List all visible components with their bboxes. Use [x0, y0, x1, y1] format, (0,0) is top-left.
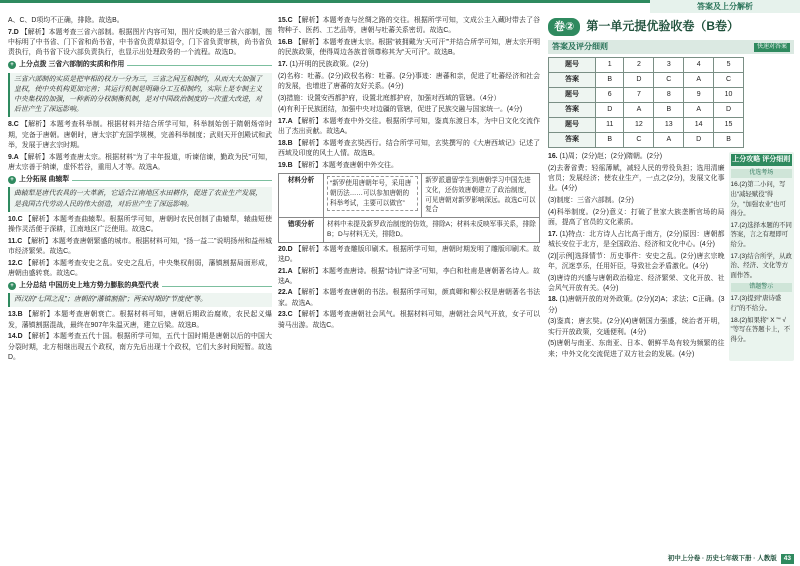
grid-cell: B [596, 73, 624, 88]
question-number: 12.C [8, 259, 25, 267]
answer-item [8, 310, 272, 330]
tip-box: 曲辕犁是唐代农具的一大革新，它适合江南地区水田耕作，促进了农业生产发展，是我国古代劳动人民的伟大创造，对后世产生了深远影响。 [8, 187, 272, 211]
answer-item [278, 310, 540, 330]
plus-icon: + [8, 61, 16, 69]
plus-icon: + [8, 282, 16, 290]
answer-text: 【解析】本题考查安史之乱。安史之乱后，中央集权削弱，藩镇割据局面形成，唐朝由盛转衰。故选C。 [8, 259, 272, 277]
question-number: 16.B [278, 38, 295, 46]
right-column [548, 16, 794, 564]
answer-item [278, 288, 540, 308]
answer-item [278, 38, 540, 58]
grid-cell: 1 [596, 58, 624, 73]
answer-item [278, 60, 540, 70]
section-subtitle-text: 上分点拨 三省六部制的实质和作用 [19, 61, 125, 69]
grid-cell: 4 [684, 58, 714, 73]
answer-item [278, 72, 540, 92]
grid-cell: D [624, 73, 654, 88]
section-subtitle-text: 上分拓展 曲辕犁 [19, 176, 70, 184]
unit-badge: 卷② [548, 18, 580, 36]
grid-cell: 10 [714, 88, 744, 103]
grid-cell: 6 [596, 88, 624, 103]
analysis-table [278, 173, 540, 243]
answer-text: (3)唐诗的兴盛与唐朝政治稳定、经济繁荣、文化开放、社会风气开放有关。(4分) [548, 274, 725, 292]
grid-cell: A [624, 103, 654, 118]
footer-text: 初中上分卷 · 历史七年级下册 · 人教版 [667, 555, 777, 563]
answer-item [8, 237, 272, 257]
answer-text: 【解析】本题考查唐太宗。根据“被拥戴为‘天可汗’”并结合所学可知，唐太宗开明的民族政策，使得周边各族首领尊称其为“天可汗”。故选B。 [278, 38, 540, 57]
answer-text: 【解析】本题考查唐朝的书法。根据所学可知，颜真卿和柳公权是唐朝著名书法家。故选A。 [278, 289, 540, 307]
table-label: 材料分析 [279, 174, 324, 218]
answer-text: (1)周；(2分)赵；(2分)隋朝。(2分) [559, 153, 663, 161]
answer-item [8, 259, 272, 279]
plus-icon: + [8, 176, 16, 184]
table-cell: 新罗派遣留学生到唐朝学习中国先进文化，还仿效唐朝建立了政治制度，可见唐朝对新罗影响深远。故选C可以复合 [422, 174, 540, 218]
answer-item [548, 295, 725, 315]
answer-text: 【解析】本题考查三省六部制。根据图片内容可知，图片反映的是三省六部制，图中标明了中书省、门下省和尚书省，中书省负责草拟诏令，门下省负责审核，尚书省负责执行，尚书省下设六部负责执行，也显示出处理政务的一个流程。故选D。 [8, 28, 272, 57]
question-number: 14.D [8, 333, 25, 341]
answer-text: (2)名称：吐蕃。(2分)政权名称：吐蕃。(2分)事迹：唐蕃和亲，促进了吐蕃经济和社会的发展，也增进了唐蕃的友好关系。(4分) [278, 72, 540, 90]
answer-text: 【解析】本题考查与丝绸之路的交往。根据所学可知，文成公主入藏时带去了谷物种子、医药、工艺品等，唐朝与吐蕃关系密切。故选C。 [278, 17, 540, 35]
unit-title [548, 18, 794, 36]
divider [72, 180, 272, 181]
grid-cell: 14 [684, 118, 714, 133]
grid-cell: B [596, 133, 624, 148]
grid-cell: C [654, 73, 684, 88]
sidebar-sub-1: 优选考场 [731, 169, 792, 178]
sidebar-sub-2: 错题警示 [731, 283, 792, 292]
middle-column [278, 16, 540, 556]
section-subtitle-text: 上分总结 中国历史上地方势力膨胀的典型代表 [19, 282, 159, 290]
table-cell [324, 174, 422, 218]
answer-banner-label: 答案及评分细则 [552, 42, 608, 52]
answer-text: 【解析】本题考查唐朝衰亡。根据材料可知，唐朝后期政治腐败，农民起义爆发，藩镇割据混战，最终在907年朱温灭唐，建立后梁。故选B。 [8, 311, 272, 329]
question-number: 23.C [278, 311, 295, 319]
answer-text: (4)有利于民族团结，加强中央对边疆的管辖，促进了民族交融与国家统一。(4分) [278, 106, 523, 114]
answer-text: 【解析】本题考查唐朝中外交往。 [294, 161, 398, 169]
section-subtitle [8, 281, 272, 291]
answer-text: (3)制度：三省六部制。(2分) [548, 196, 634, 204]
answer-text: 【解析】本题考查曲辕犁。根据所学可知，唐朝时农民创制了曲辕犁，辕曲短使操作灵活便于深耕，江南地区广泛使用。故选C。 [8, 215, 272, 233]
grid-cell: D [714, 103, 744, 118]
answer-item [278, 139, 540, 159]
answer-text: (2)去奢省费；轻徭薄赋，减轻人民的劳役负担；选用清廉官员；发展经济；使农业生产，一点之(2分)，发展文化事业。(4分) [548, 164, 725, 193]
grid-cell: B [714, 133, 744, 148]
grid-cell: 13 [654, 118, 684, 133]
grid-cell: 2 [624, 58, 654, 73]
answer-text: (1)唐朝开放的对外政策。(2分)(2)A；求法；C正确。(3分) [548, 296, 725, 314]
grid-cell: A [654, 133, 684, 148]
question-number: 11.C [8, 237, 25, 245]
answer-item [8, 153, 272, 173]
answer-item [548, 152, 725, 162]
question-number: 17.A [278, 117, 295, 125]
grid-cell: 7 [624, 88, 654, 103]
answer-item [8, 28, 272, 59]
page-number: 43 [781, 554, 794, 564]
grid-cell: 11 [596, 118, 624, 133]
grid-cell: 8 [654, 88, 684, 103]
answer-item [278, 16, 540, 36]
sidebar-note: 17.(2)选择本题的不同答案，言之有理即可给分。 [730, 221, 792, 248]
grid-cell: C [624, 133, 654, 148]
question-number: 19.B [278, 161, 295, 169]
answer-item [548, 317, 725, 337]
answer-text: (2)[示例]选择情节：历史事件：安史之乱。(2分)唐玄宗晚年，沉迷享乐，任用奸臣，导致社会矛盾激化。(4分) [548, 252, 725, 270]
divider [162, 286, 272, 287]
unit-title-text: 第一单元提优验收卷（B卷） [586, 19, 739, 34]
grid-cell: A [684, 73, 714, 88]
tip-box: 西汉的“七国之乱”；唐朝的“藩镇割据”；两宋时期的“节度使”等。 [8, 293, 272, 307]
tip-box: 三省六部制的实质是把宰相的权力一分为三，三省之间互相制约，从而大大加强了皇权，使中央机构更加完善；其运行机制是明确分工互相制约，实际上是专制主义中央集权的加强，一种新的分权制衡机制，是对中国政治制度的一次重大改进，对后世产生了深远影响。 [8, 73, 272, 118]
answer-item [548, 164, 725, 195]
answer-item [8, 215, 272, 235]
answer-text: 【解析】本题考查雕版印刷术。根据所学可知，唐朝时期发明了雕版印刷术。故选D。 [278, 245, 540, 263]
answer-text: A、C、D项均不正确，排除。故选B。 [8, 17, 124, 24]
grid-cell: D [684, 133, 714, 148]
question-number: 18. [548, 296, 560, 304]
footer [668, 554, 794, 564]
answer-item [8, 120, 272, 151]
answer-item [278, 94, 540, 104]
answer-banner [548, 40, 794, 54]
grid-cell: 15 [714, 118, 744, 133]
sidebar-note: 16.(2)第二小问，写出“减轻赋役”得分，“加强农业”也可得分。 [730, 181, 786, 218]
question-number: 22.A [278, 289, 295, 297]
answer-text: (1)特点：北方诗人占比高于南方，(2分)原因：唐朝都城长安位于北方，是全国政治、经济和文化中心。(4分) [548, 230, 725, 248]
question-number: 10.C [8, 215, 25, 223]
grid-cell: 9 [684, 88, 714, 103]
grid-cell: A [684, 103, 714, 118]
answer-item [548, 208, 725, 228]
table-label: 错项分析 [279, 218, 324, 243]
answer-text: 【解析】本题考查中外交往。根据所学可知，鉴真东渡日本，为中日文化交流作出了杰出贡献。故选A。 [278, 117, 540, 136]
grid-cell: B [654, 103, 684, 118]
answer-item [548, 196, 725, 206]
answer-item [8, 332, 272, 363]
answer-item [548, 274, 725, 294]
grid-label: 答案 [549, 133, 596, 148]
question-number: 9.A [8, 153, 21, 161]
answer-text: (3)措施：设置安西都护府，设置北庭都护府，加强对西域的管辖。（4分） [278, 94, 501, 102]
section-subtitle [8, 175, 272, 185]
sidebar-note: 18.(2)如果将“ X ”“ √ ”等写在答题卡上，不得分。 [730, 316, 791, 343]
answer-list [548, 152, 725, 361]
grid-label: 题号 [549, 88, 596, 103]
question-number: 20.D [278, 245, 295, 253]
answer-item [278, 117, 540, 137]
answer-text: 【解析】本题考查唐朝繁盛的城市。根据材料可知，“扬一益二”说明扬州和益州城市经济繁荣。故选C。 [8, 237, 272, 255]
question-number: 8.C [8, 121, 21, 129]
grid-label: 题号 [549, 118, 596, 133]
answer-text: (1)开明的民族政策。(2分) [289, 60, 369, 68]
answer-item [278, 245, 540, 265]
answer-text: (3)鉴真；唐玄奘。(2分)(4)唐朝国力强盛，统治者开明，实行开放政策，交通便利。(4分) [548, 318, 725, 336]
grid-cell: D [596, 103, 624, 118]
question-number: 16. [548, 153, 560, 161]
question-number: 18.B [278, 139, 295, 147]
answer-text: (4)科举制度。(2分)意义：打破了世家大族垄断官场的局面，提高了官员的文化素质。 [548, 208, 725, 226]
answer-text: (5)唐朝与南亚、东南亚、日本、朝鲜半岛有较为频繁的往来；中外文化交流促进了双方社会的发展。(4分) [548, 340, 725, 358]
divider [127, 65, 272, 66]
header-tag: 答案及上分解析 [650, 0, 800, 13]
grid-label: 题号 [549, 58, 596, 73]
grid-cell: 3 [654, 58, 684, 73]
answer-text: 【解析】本题考查唐朝社会风气。根据材料可知，唐朝社会风气开放，女子可以骑马出游。故选C。 [278, 311, 540, 329]
answer-item [8, 16, 272, 26]
table-cell: 材料中未提及新罗政治制度的仿效，排除A；材料未反映军事关系，排除B；D与材料无关，排除D。 [324, 218, 540, 243]
grid-cell: C [714, 73, 744, 88]
question-number: 21.A [278, 267, 295, 275]
answer-text: 【解析】本题考查唐太宗。根据材料“为了丰年报道，听谏信谏，勤政为民”可知，唐太宗善于纳谏，虚怀若谷，重用人才等。故选A。 [8, 153, 272, 171]
left-column [8, 16, 272, 556]
answer-text: 【解析】本题考查五代十国。根据所学可知，五代十国时期是唐朝以后的中国大分裂时期，北方相继出现五个政权，南方先后出现十个政权，它们大多时间短暂。故选D。 [8, 333, 272, 361]
sidebar-note: 17.(3)提到“唐诗盛行”的不给分。 [730, 295, 782, 312]
answer-item [548, 252, 725, 272]
answer-item [548, 339, 725, 359]
grid-label: 答案 [549, 103, 596, 118]
answer-item [278, 105, 540, 115]
scoring-sidebar [729, 152, 794, 361]
answer-banner-right: 快速对答案 [754, 43, 790, 52]
question-number: 13.B [8, 311, 25, 319]
grid-cell: 5 [714, 58, 744, 73]
grid-label: 答案 [549, 73, 596, 88]
table-quote: “新罗使用唐朝年号，采用唐朝历法……可以参加唐朝的科举考试，主要可以做官” [327, 176, 418, 211]
section-subtitle [8, 60, 272, 70]
question-number: 15.C [278, 17, 295, 24]
answer-text: 【解析】本题考查科举制。根据材料并结合所学可知，科举制始创于隋朝炀帝时期，完备于唐朝。唐朝时，唐太宗扩充国学规模，完善科举制度；武则天开创殿试和武举，发展于唐玄宗时期。 [8, 121, 272, 149]
question-number: 17. [548, 230, 560, 238]
sidebar-head: 上分攻略 评分细则 [731, 154, 792, 166]
answer-item [548, 230, 725, 250]
question-number: 7.D [8, 28, 21, 36]
answer-text: 【解析】本题考查玄奘西行。结合所学可知，玄奘撰写的《大唐西域记》记述了西域及印度的风土人情。故选B。 [278, 139, 540, 158]
answer-item [278, 267, 540, 287]
grid-cell: 12 [624, 118, 654, 133]
answer-text: 【解析】本题考查唐诗。根据“诗仙”“诗圣”可知，李白和杜甫是唐朝著名诗人。故选A。 [278, 267, 540, 285]
answer-grid [548, 57, 744, 148]
answer-item [278, 161, 540, 171]
question-number: 17. [278, 60, 290, 68]
sidebar-note: 17.(3)结合所学，从政治、经济、文化等方面作答。 [730, 252, 792, 279]
